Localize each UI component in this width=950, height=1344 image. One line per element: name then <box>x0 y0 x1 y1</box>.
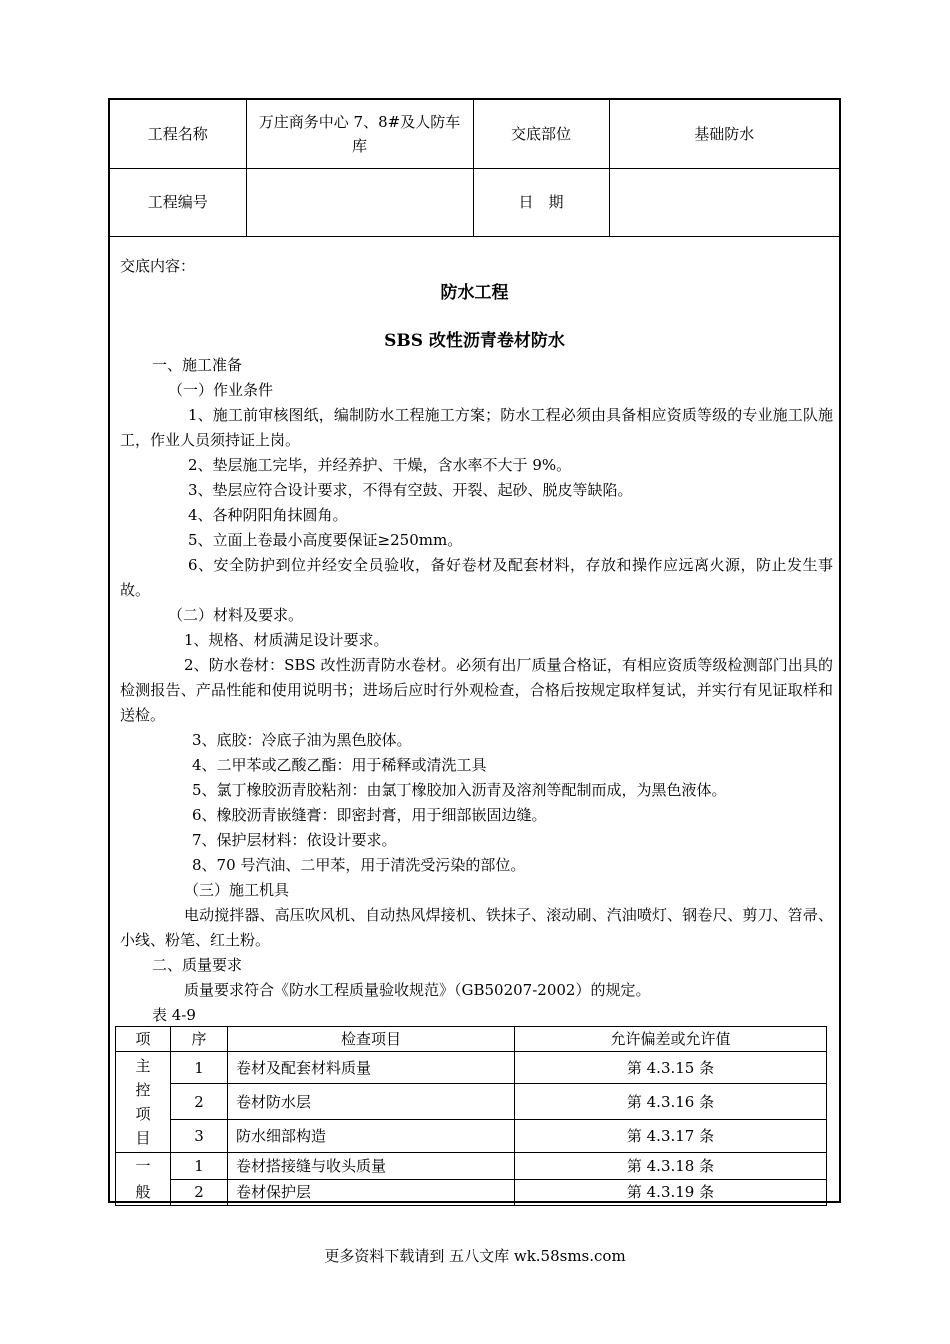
material-4: 4、二甲苯或乙酸乙酯：用于稀释或清洗工具 <box>192 756 487 774</box>
handover-part-label: 交底部位 <box>473 100 609 168</box>
footer-download-note: 更多资料下载请到 五八文库 wk.58sms.com <box>324 1247 626 1265</box>
header-table <box>110 100 839 237</box>
section-1-heading: 一、施工准备 <box>152 356 243 374</box>
row-no: 1 <box>171 1052 228 1084</box>
subsection-2-heading: （二）材料及要求。 <box>168 606 304 624</box>
material-5: 5、氯丁橡胶沥青胶粘剂：由氯丁橡胶加入沥青及溶剂等配制而成，为黑色液体。 <box>192 781 727 799</box>
date-value <box>609 168 839 236</box>
handover-sheet <box>108 98 841 1203</box>
row-value: 第 4.3.15 条 <box>515 1052 827 1084</box>
table-row <box>116 1084 827 1120</box>
date-label: 日 期 <box>473 168 609 236</box>
project-name-value: 万庄商务中心 7、8#及人防车库 <box>246 100 473 168</box>
material-2: 2、防水卷材：SBS 改性沥青防水卷材。必须有出厂质量合格证，有相应资质等级检测部门出具的检测报告、产品性能和使用说明书；进场后应时行外观检查，合格后按规定取样复试，并实行有见证取样和送检。 <box>120 656 833 724</box>
project-name-label: 工程名称 <box>110 100 246 168</box>
header-item: 检查项目 <box>228 1027 515 1052</box>
row-item: 卷材及配套材料质量 <box>228 1052 515 1084</box>
table-row <box>116 1179 827 1206</box>
group-main-control-label: 主控项目 <box>135 1057 151 1147</box>
group-general <box>116 1153 171 1206</box>
row-item: 防水细部构造 <box>228 1120 515 1153</box>
condition-4: 4、各种阴阳角抹圆角。 <box>188 506 348 524</box>
header-value: 允许偏差或允许值 <box>515 1027 827 1052</box>
row-value: 第 4.3.18 条 <box>515 1153 827 1180</box>
row-item: 卷材保护层 <box>228 1179 515 1206</box>
condition-1: 1、施工前审核图纸，编制防水工程施工方案；防水工程必须由具备相应资质等级的专业施工队施工，作业人员须持证上岗。 <box>120 406 833 449</box>
project-no-value <box>246 168 473 236</box>
condition-2: 2、垫层施工完毕，并经养护、干燥，含水率不大于 9%。 <box>188 456 572 474</box>
material-8: 8、70 号汽油、二甲苯，用于清洗受污染的部位。 <box>192 856 526 874</box>
material-3: 3、底胶：冷底子油为黑色胶体。 <box>192 731 412 749</box>
condition-5: 5、立面上卷最小高度要保证≥250mm。 <box>188 531 463 549</box>
material-6: 6、橡胶沥青嵌缝膏：即密封膏，用于细部嵌固边缝。 <box>192 806 547 824</box>
project-no-label: 工程编号 <box>110 168 246 236</box>
row-item: 卷材搭接缝与收头质量 <box>228 1153 515 1180</box>
row-item: 卷材防水层 <box>228 1084 515 1120</box>
check-table <box>115 1026 827 1206</box>
table-row <box>116 1153 827 1180</box>
group-general-label: 一般 <box>135 1157 151 1201</box>
row-value: 第 4.3.19 条 <box>515 1179 827 1206</box>
condition-6: 6、安全防护到位并经安全员验收，备好卷材及配套材料，存放和操作应远离火源，防止发生事故。 <box>120 556 833 599</box>
tools-list: 电动搅拌器、高压吹风机、自动热风焊接机、铁抹子、滚动刷、汽油喷灯、钢卷尺、剪刀、笤帚、小线、粉笔、红土粉。 <box>120 906 833 949</box>
subsection-1-heading: （一）作业条件 <box>168 381 274 399</box>
row-value: 第 4.3.16 条 <box>515 1084 827 1120</box>
row-value: 第 4.3.17 条 <box>515 1120 827 1153</box>
table-caption: 表 4-9 <box>152 1006 196 1024</box>
header-no: 序 <box>171 1027 228 1052</box>
table-row <box>116 1120 827 1153</box>
section-2-heading: 二、质量要求 <box>152 956 243 974</box>
check-table-header <box>116 1027 827 1052</box>
document-title: 防水工程 <box>440 283 509 303</box>
subsection-3-heading: （三）施工机具 <box>184 881 290 899</box>
row-no: 2 <box>171 1084 228 1120</box>
group-main-control <box>116 1052 171 1153</box>
material-1: 1、规格、材质满足设计要求。 <box>184 631 389 649</box>
material-7: 7、保护层材料：依设计要求。 <box>192 831 397 849</box>
row-no: 3 <box>171 1120 228 1153</box>
handover-part-value: 基础防水 <box>609 100 839 168</box>
content-intro: 交底内容： <box>120 257 196 275</box>
document-subtitle: SBS 改性沥青卷材防水 <box>384 331 565 351</box>
row-no: 2 <box>171 1179 228 1206</box>
table-row <box>116 1052 827 1084</box>
row-no: 1 <box>171 1153 228 1180</box>
quality-requirement: 质量要求符合《防水工程质量验收规范》（GB50207-2002）的规定。 <box>184 981 651 999</box>
header-group: 项 <box>116 1027 171 1052</box>
condition-3: 3、垫层应符合设计要求，不得有空鼓、开裂、起砂、脱皮等缺陷。 <box>188 481 633 499</box>
